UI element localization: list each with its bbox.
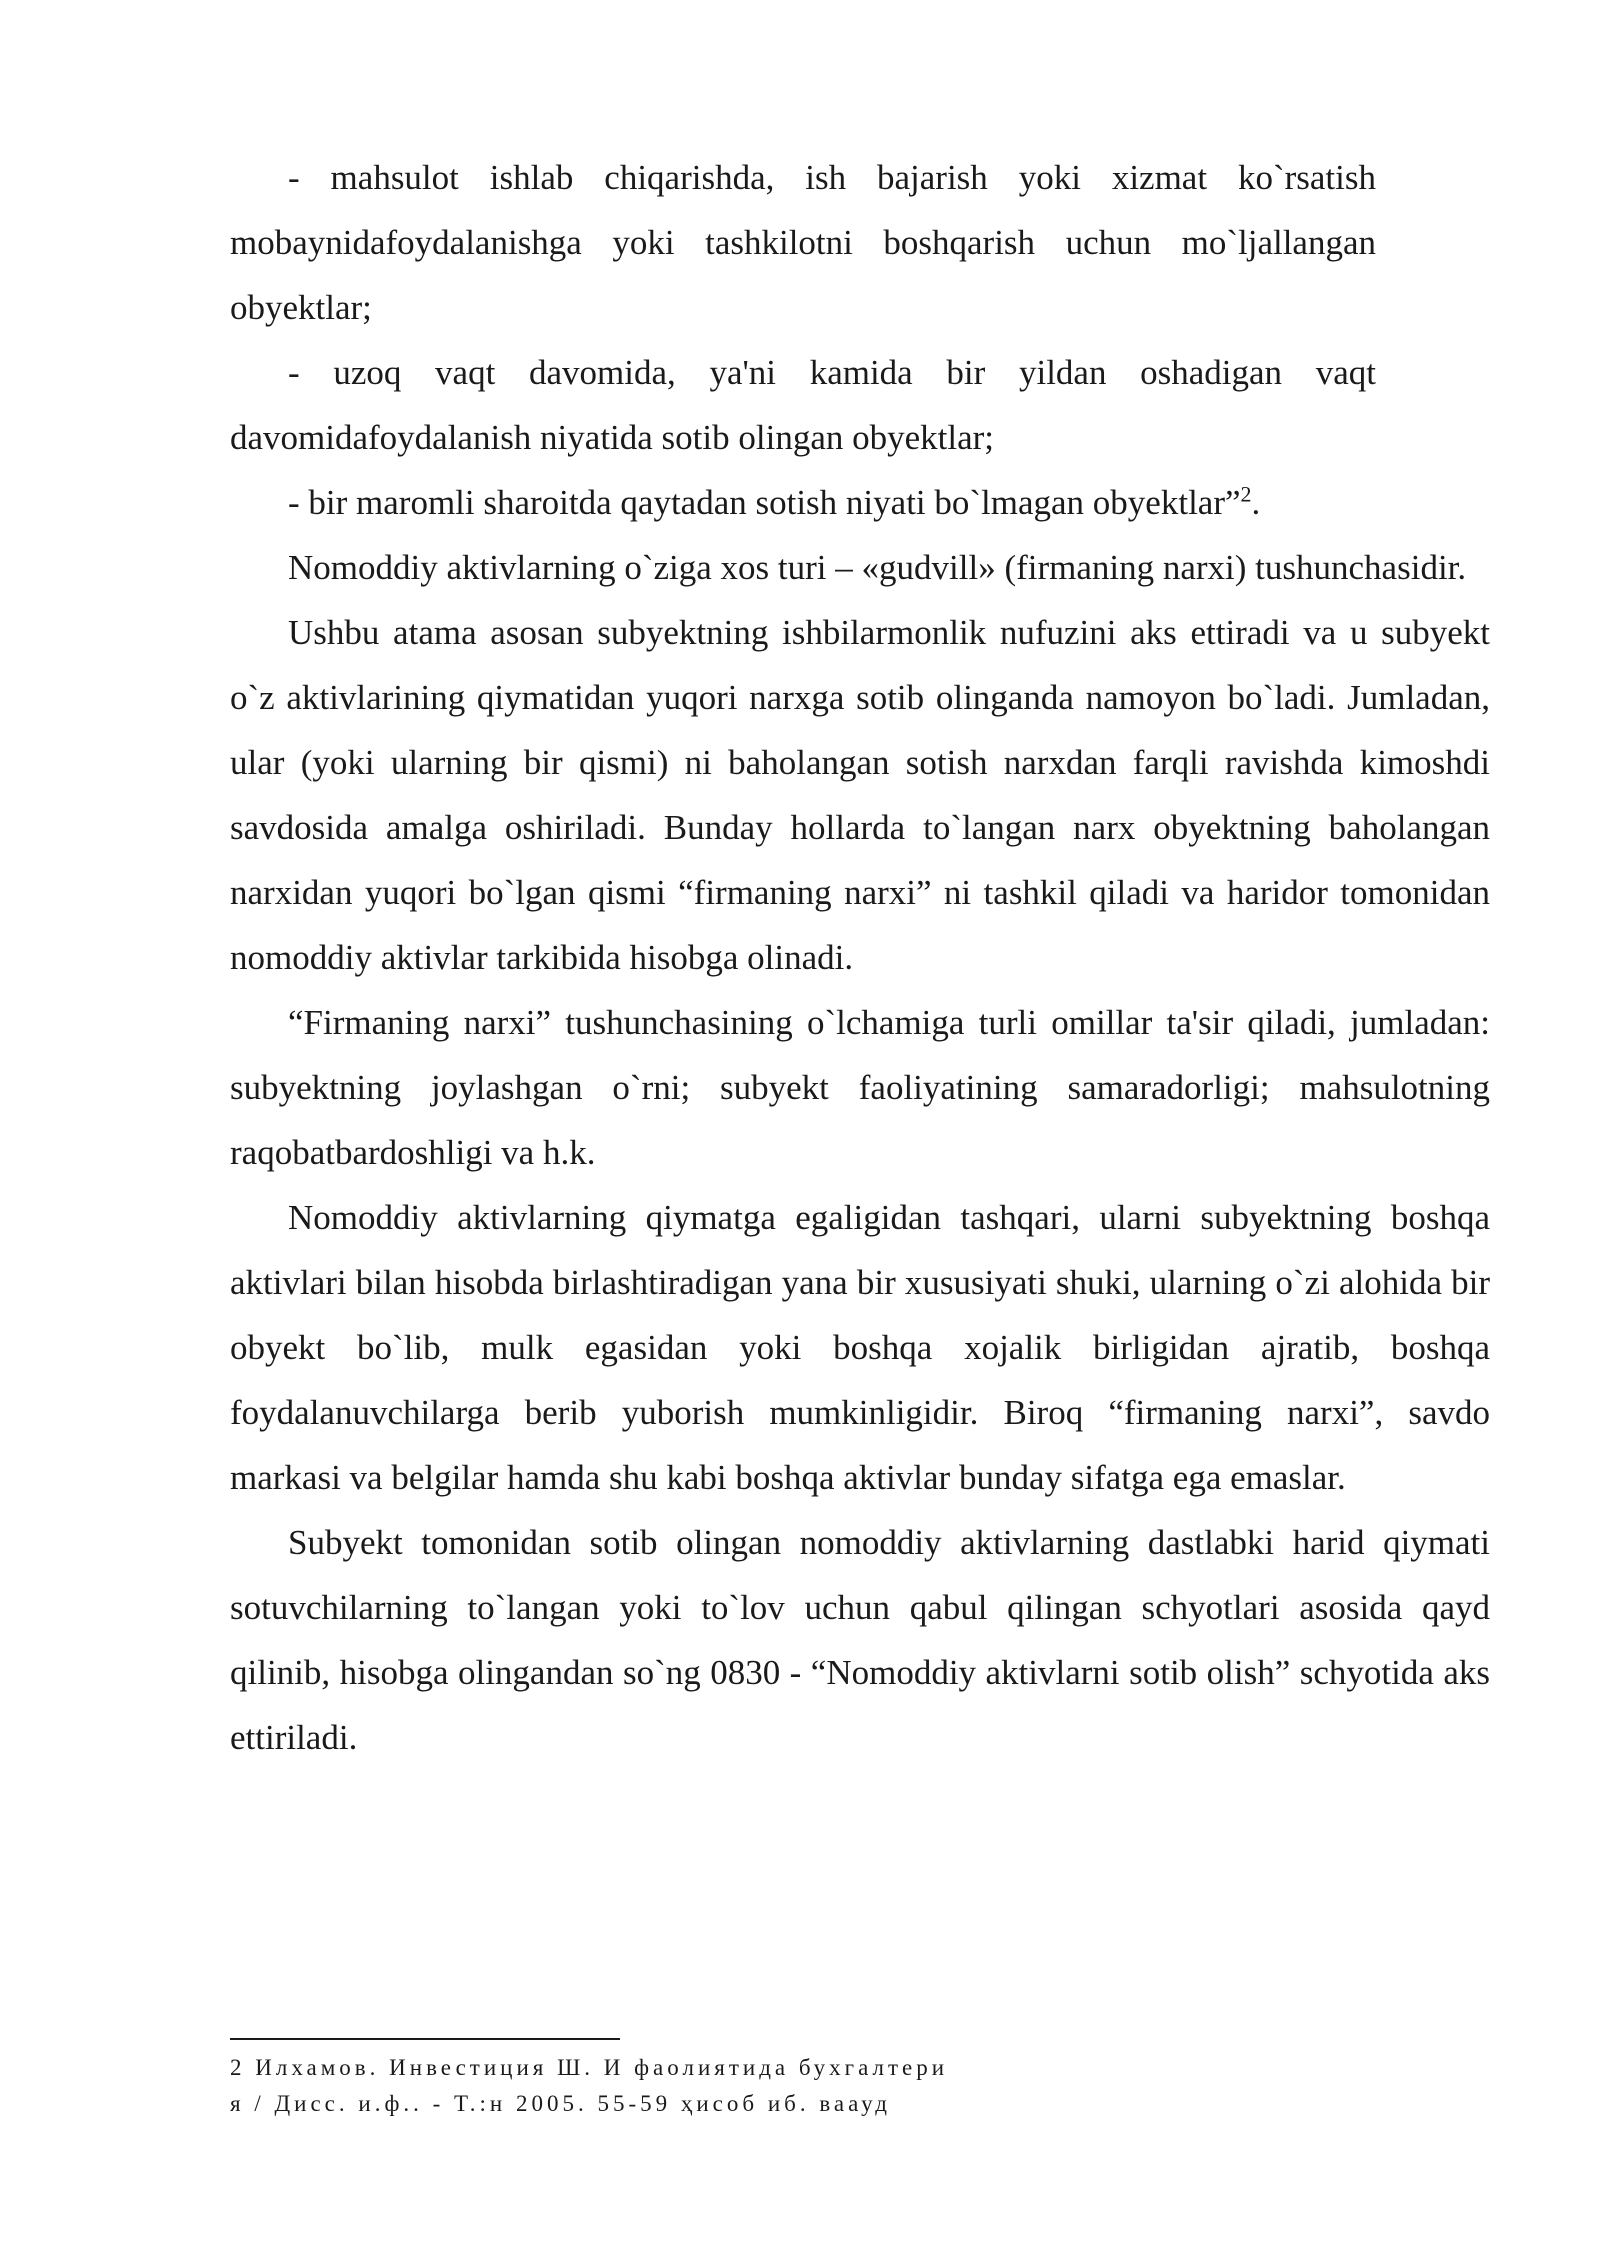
footnote <box>230 2050 1470 2122</box>
footnote-line: я / Дисс. и.ф.. - Т.:н 2005. 55-59 ҳисоб иб. ваауд <box>230 2091 891 2116</box>
bullet-item <box>230 470 1376 535</box>
bullet-text: - mahsulot ishlab chiqarishda, ish bajarish yoki xizmat ko`rsatish mobaynidafoydalanishga yoki tashkilotni boshqarish uchun mo`ljallangan obyektlar; <box>230 158 1376 327</box>
paragraph: Ushbu atama asosan subyektning ishbilarmonlik nufuzini aks ettiradi va u subyekt o`z aktivlarining qiymatidan yuqori narxga sotib olinganda namoyon bo`ladi. Jumladan, ular (yoki ularning bir qismi) ni baholangan sotish narxdan farqli ravishda kimoshdi savdosida amalga oshiriladi. Bunday hollarda to`langan narx obyektning baholangan narxidan yuqori bo`lgan qismi “firmaning narxi” ni tashkil qiladi va haridor tomonidan nomoddiy aktivlar tarkibida hisobga olinadi. <box>230 613 1490 977</box>
paragraph: Nomoddiy aktivlarning o`ziga xos turi – «gudvill» (firmaning narxi) tushunchasidir. <box>288 548 1467 587</box>
document-body <box>230 145 1490 1770</box>
bullet-end: . <box>1251 483 1261 522</box>
bullet-item <box>230 340 1376 470</box>
paragraph: Nomoddiy aktivlarning qiymatga egaligidan tashqari, ularni subyektning boshqa aktivlari bilan hisobda birlashtiradigan yana bir xususiyati shuki, ularning o`zi alohida bir obyekt bo`lib, mulk egasidan yoki boshqa xojalik birligidan ajratib, boshqa foydalanuvchilarga berib yuborish mumkinligidir. Biroq “firmaning narxi”, savdo markasi va belgilar hamda shu kabi boshqa aktivlar bunday sifatga ega emaslar. <box>230 1198 1490 1497</box>
bullet-text: - uzoq vaqt davomida, ya'ni kamida bir yildan oshadigan vaqt davomidafoydalanish niyatida sotib olingan obyektlar; <box>230 353 1376 457</box>
bullet-item <box>230 145 1376 340</box>
footnote-reference[interactable]: 2 <box>1240 481 1252 507</box>
footnote-separator <box>230 2038 620 2040</box>
footnote-line: 2 Илхамов. Инвестиция Ш. И фаолиятида бухгалтери <box>230 2055 949 2080</box>
bullet-text: - bir maromli sharoitda qaytadan sotish niyati bo`lmagan obyektlar” <box>288 483 1241 522</box>
paragraph: Subyekt tomonidan sotib olingan nomoddiy aktivlarning dastlabki harid qiymati sotuvchilarning to`langan yoki to`lov uchun qabul qilingan schyotlari asosida qayd qilinib, hisobga olingandan so`ng 0830 - “Nomoddiy aktivlarni sotib olish” schyotida aks ettiriladi. <box>230 1523 1490 1757</box>
paragraph: “Firmaning narxi” tushunchasining o`lchamiga turli omillar ta'sir qiladi, jumladan: subyektning joylashgan o`rni; subyekt faoliyatining samaradorligi; mahsulotning raqobatbardoshligi va h.k. <box>230 1003 1490 1172</box>
